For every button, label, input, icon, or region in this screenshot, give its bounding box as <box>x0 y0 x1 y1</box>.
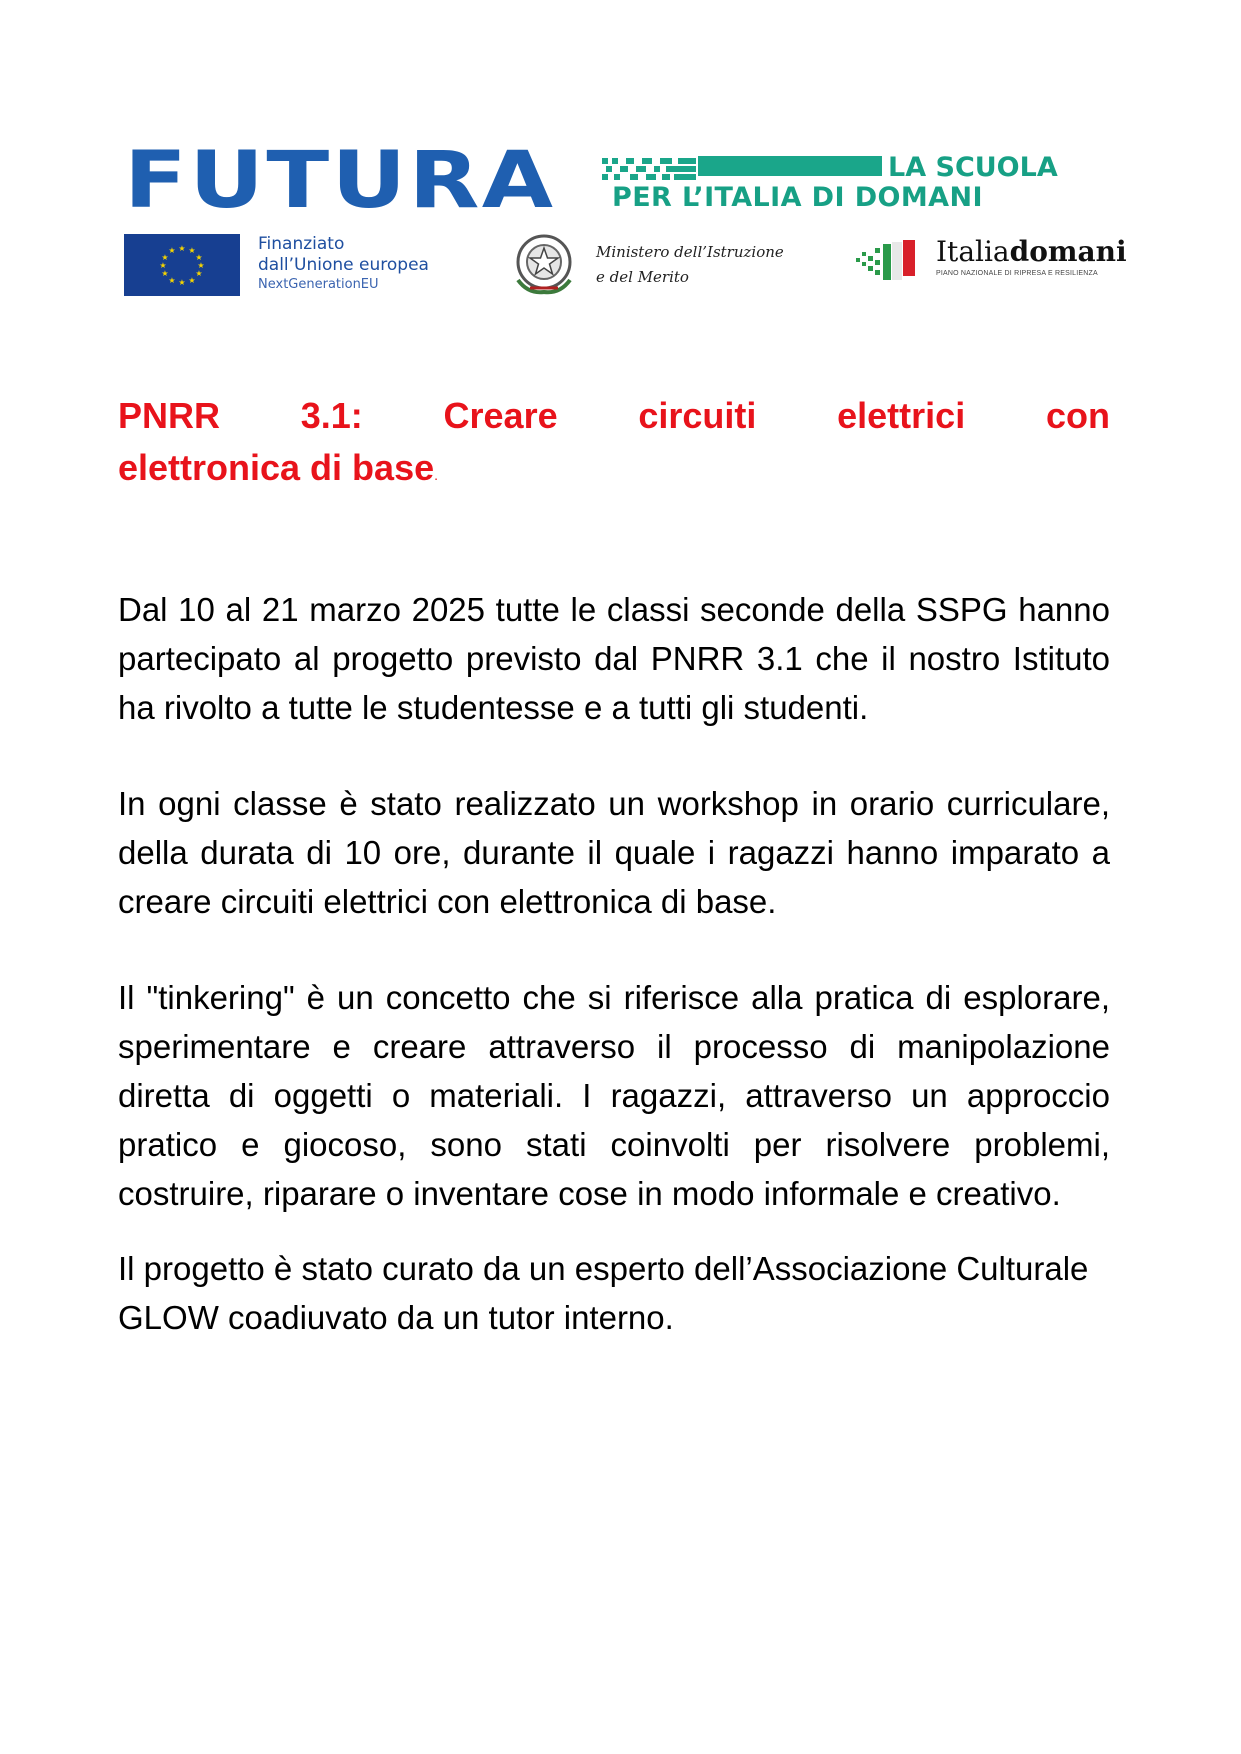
title-word: 3.1: <box>300 395 363 436</box>
title-word: Creare <box>443 395 558 436</box>
title-line-2 <box>118 442 1110 501</box>
paragraph-4: Il progetto è stato curato da un esperto dell’Associazione Culturale GLOW coadiuvato da un tutor interno. <box>118 1250 1089 1336</box>
svg-text:★: ★ <box>197 261 205 270</box>
paragraph-2: In ogni classe è stato realizzato un workshop in orario curriculare, della durata di 10 ore, durante il quale i ragazzi hanno imparato a creare circuiti elettrici con elettronica di base. <box>118 785 1110 920</box>
title-word: circuiti <box>638 395 757 436</box>
scuola-logo <box>602 152 1132 212</box>
svg-text:★: ★ <box>168 276 176 285</box>
title-dot: . <box>434 467 438 483</box>
eu-flag-icon <box>124 234 240 296</box>
svg-text:★: ★ <box>178 278 186 287</box>
svg-text:★: ★ <box>161 253 169 262</box>
title-word: elettrici <box>837 395 966 436</box>
eu-funding-text <box>258 234 429 294</box>
futura-logo: FUTURA <box>124 136 556 226</box>
svg-text:★: ★ <box>159 261 167 270</box>
page-title <box>118 390 1110 501</box>
eu-line-3: NextGenerationEU <box>258 277 379 292</box>
svg-text:★: ★ <box>195 253 203 262</box>
title-word: PNRR <box>118 395 221 436</box>
svg-text:★: ★ <box>161 269 169 278</box>
italiadomani-logo <box>936 235 1127 277</box>
paragraph-3: Il "tinkering" è un concetto che si riferisce alla pratica di esplorare, sperimentare e creare attraverso il processo di manipolazione diretta di oggetti o materiali. I ragazzi, attraverso un approccio pratico e giocoso, sono stati coinvolti per risolvere problemi, costruire, riparare o inventare cose in modo informale e creativo. <box>118 979 1110 1212</box>
paragraph-1: Dal 10 al 21 marzo 2025 tutte le classi seconde della SSPG hanno partecipato al progetto previsto dal PNRR 3.1 che il nostro Istituto ha rivolto a tutte le studentesse e a tutti gli studenti. <box>118 591 1110 726</box>
title-word: con <box>1045 395 1110 436</box>
pixel-pattern-icon <box>602 158 696 184</box>
svg-text:★: ★ <box>195 269 203 278</box>
italiadomani-flag-icon <box>856 240 926 287</box>
green-bar <box>698 156 882 176</box>
title-line-2-text: elettronica di base <box>118 447 435 488</box>
scuola-line-2: PER L’ITALIA DI DOMANI <box>612 182 983 213</box>
italian-republic-emblem-icon <box>508 230 580 303</box>
italia-subtitle: PIANO NAZIONALE DI RIPRESA E RESILIENZA <box>936 270 1098 277</box>
title-line-1 <box>118 390 1110 442</box>
header-logos <box>120 136 1130 308</box>
document-body <box>118 390 1110 1342</box>
ministero-text <box>596 240 784 290</box>
ministero-line-1: Ministero dell’Istruzione <box>596 243 784 261</box>
svg-text:★: ★ <box>188 276 196 285</box>
svg-text:★: ★ <box>188 246 196 255</box>
ministero-line-2: e del Merito <box>596 268 689 286</box>
svg-text:★: ★ <box>168 246 176 255</box>
italia-bold: domani <box>1009 235 1127 268</box>
eu-line-1: Finanziato <box>258 234 345 254</box>
svg-text:★: ★ <box>178 244 186 253</box>
italia-regular: Italia <box>936 235 1010 268</box>
scuola-line-1: LA SCUOLA <box>888 152 1058 183</box>
eu-line-2: dall’Unione europea <box>258 255 429 275</box>
